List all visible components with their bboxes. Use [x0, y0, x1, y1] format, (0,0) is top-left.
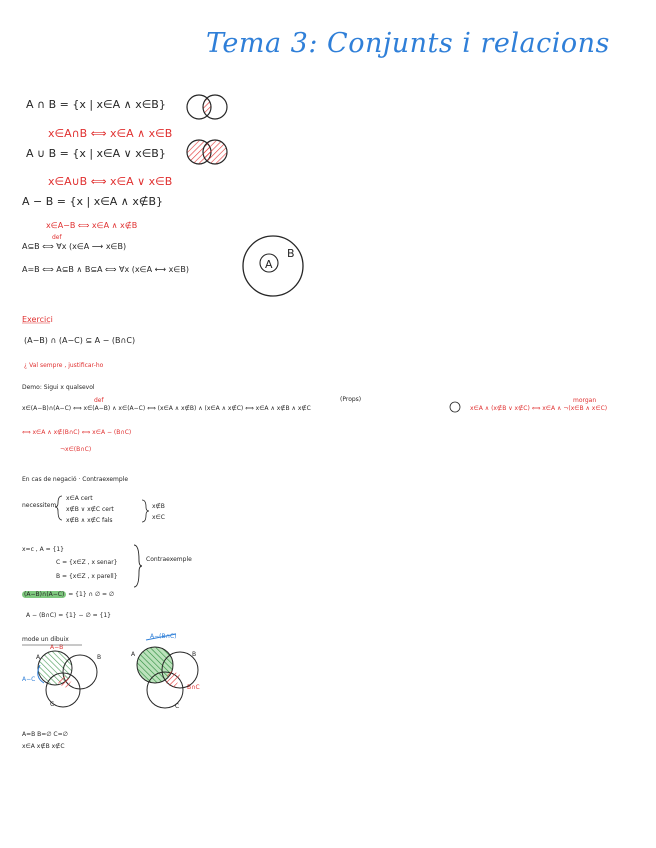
exercise-heading: Exercici	[22, 315, 53, 324]
subset-def-note: def	[52, 234, 62, 241]
left-three-set-venn	[38, 651, 97, 707]
right-diagram-label-top: A−(B∩C)	[150, 633, 177, 640]
proof-line-1: x∈(A−B)∩(A−C) ⟺ x∈(A−B) ∧ x∈(A−C) ⟺ (x∈A ∧ x∉B) ∧ (x∈A ∧ x∉C) ⟺ x∈A ∧ x∉B ∧ x∉C	[22, 405, 311, 412]
subset-venn	[243, 236, 303, 296]
equality-definition: A=B ⟺ A⊆B ∧ B⊆A ⟺ ∀x (x∈A ⟷ x∈B)	[22, 265, 189, 274]
difference-line: A − (B∩C) = {1} − ∅ = {1}	[26, 612, 111, 619]
counter-brace-icon	[134, 545, 142, 587]
step-marker-icon	[450, 402, 460, 412]
proof-intro: Demo: Sigui x qualsevol	[22, 384, 95, 391]
morgan-note: morgan	[573, 397, 597, 404]
brace-label: Contraexemple	[146, 556, 192, 563]
right-diagram-label-b: B	[192, 651, 197, 658]
exercise-question: ¿ Val sempre , justificar-ho	[24, 362, 104, 369]
left-diagram-label-a: A	[36, 654, 41, 661]
intersection-membership: x∈A∩B ⟺ x∈A ∧ x∈B	[48, 127, 173, 140]
intersection-venn	[187, 95, 227, 119]
subset-definition: A⊆B ⟺ ∀x (x∈A ⟶ x∈B)	[22, 242, 127, 251]
right-diagram-label-c: C	[175, 703, 180, 710]
difference-membership: x∈A−B ⟺ x∈A ∧ x∉B	[46, 221, 138, 230]
proof-line-1-tail: x∈A ∧ (x∉B ∨ x∉C) ⟺ x∈A ∧ ¬(x∈B ∧ x∈C)	[470, 405, 608, 412]
proof-line-2-sub: ¬x∈(B∩C)	[60, 446, 92, 453]
brace-result-2: x∈C	[152, 514, 165, 521]
right-diagram-label-right: B∩C	[187, 684, 200, 691]
counter-row-2: x∉B ∨ x∉C cert	[66, 506, 114, 513]
left-diagram-label-ab: A−B	[50, 644, 64, 651]
union-membership: x∈A∪B ⟺ x∈A ∨ x∈B	[48, 175, 173, 188]
intersection-definition: A ∩ B = {x | x∈A ∧ x∈B}	[26, 98, 166, 111]
exercise-statement: (A−B) ∩ (A−C) ⊆ A − (B∩C)	[24, 336, 136, 345]
proof-line-2: ⟺ x∈A ∧ x∉(B∩C) ⟺ x∈A − (B∩C)	[22, 429, 132, 436]
right-diagram-label-a: A	[131, 651, 136, 658]
counter-row-1: x∈A cert	[66, 495, 93, 502]
counter-heading: En cas de negació · Contraexemple	[22, 476, 129, 483]
left-brace-icon	[55, 496, 62, 520]
def-note: def	[94, 397, 104, 404]
mode-label: mode un dibuix	[22, 636, 69, 643]
venn-label-b: B	[287, 247, 295, 260]
counter-row-3: x∉B ∧ x∉C fals	[66, 517, 113, 524]
page-title: Tema 3: Conjunts i relacions	[206, 28, 610, 59]
b-definition: B = {x∈Z , x parell}	[56, 573, 118, 580]
props-note: (Props)	[340, 396, 362, 403]
highlight-tail: = {1} ∩ ∅ = ∅	[68, 591, 115, 598]
brace-result-1: x∉B	[152, 503, 165, 510]
left-diagram-label-c: C	[50, 701, 55, 708]
right-three-set-venn	[137, 634, 198, 708]
venn-label-a: A	[265, 258, 273, 271]
necessitem-label: necessitem	[22, 502, 57, 509]
highlight-expression: (A−B)∩(A−C)	[24, 591, 65, 598]
left-diagram-label-c-diff: A−C	[22, 676, 36, 683]
union-venn	[187, 140, 227, 164]
c-definition: C = {x∈Z , x senar}	[56, 559, 118, 566]
x-definition: x=c , A = {1}	[22, 546, 64, 553]
right-brace-icon	[142, 500, 149, 522]
bottom-line-1: A=B B=∅ C=∅	[22, 731, 68, 738]
left-diagram-label-b: B	[97, 654, 102, 661]
bottom-line-2: x∈A x∉B x∉C	[22, 743, 65, 750]
difference-definition: A − B = {x | x∈A ∧ x∉B}	[22, 195, 163, 208]
union-definition: A ∪ B = {x | x∈A ∨ x∈B}	[26, 147, 166, 160]
